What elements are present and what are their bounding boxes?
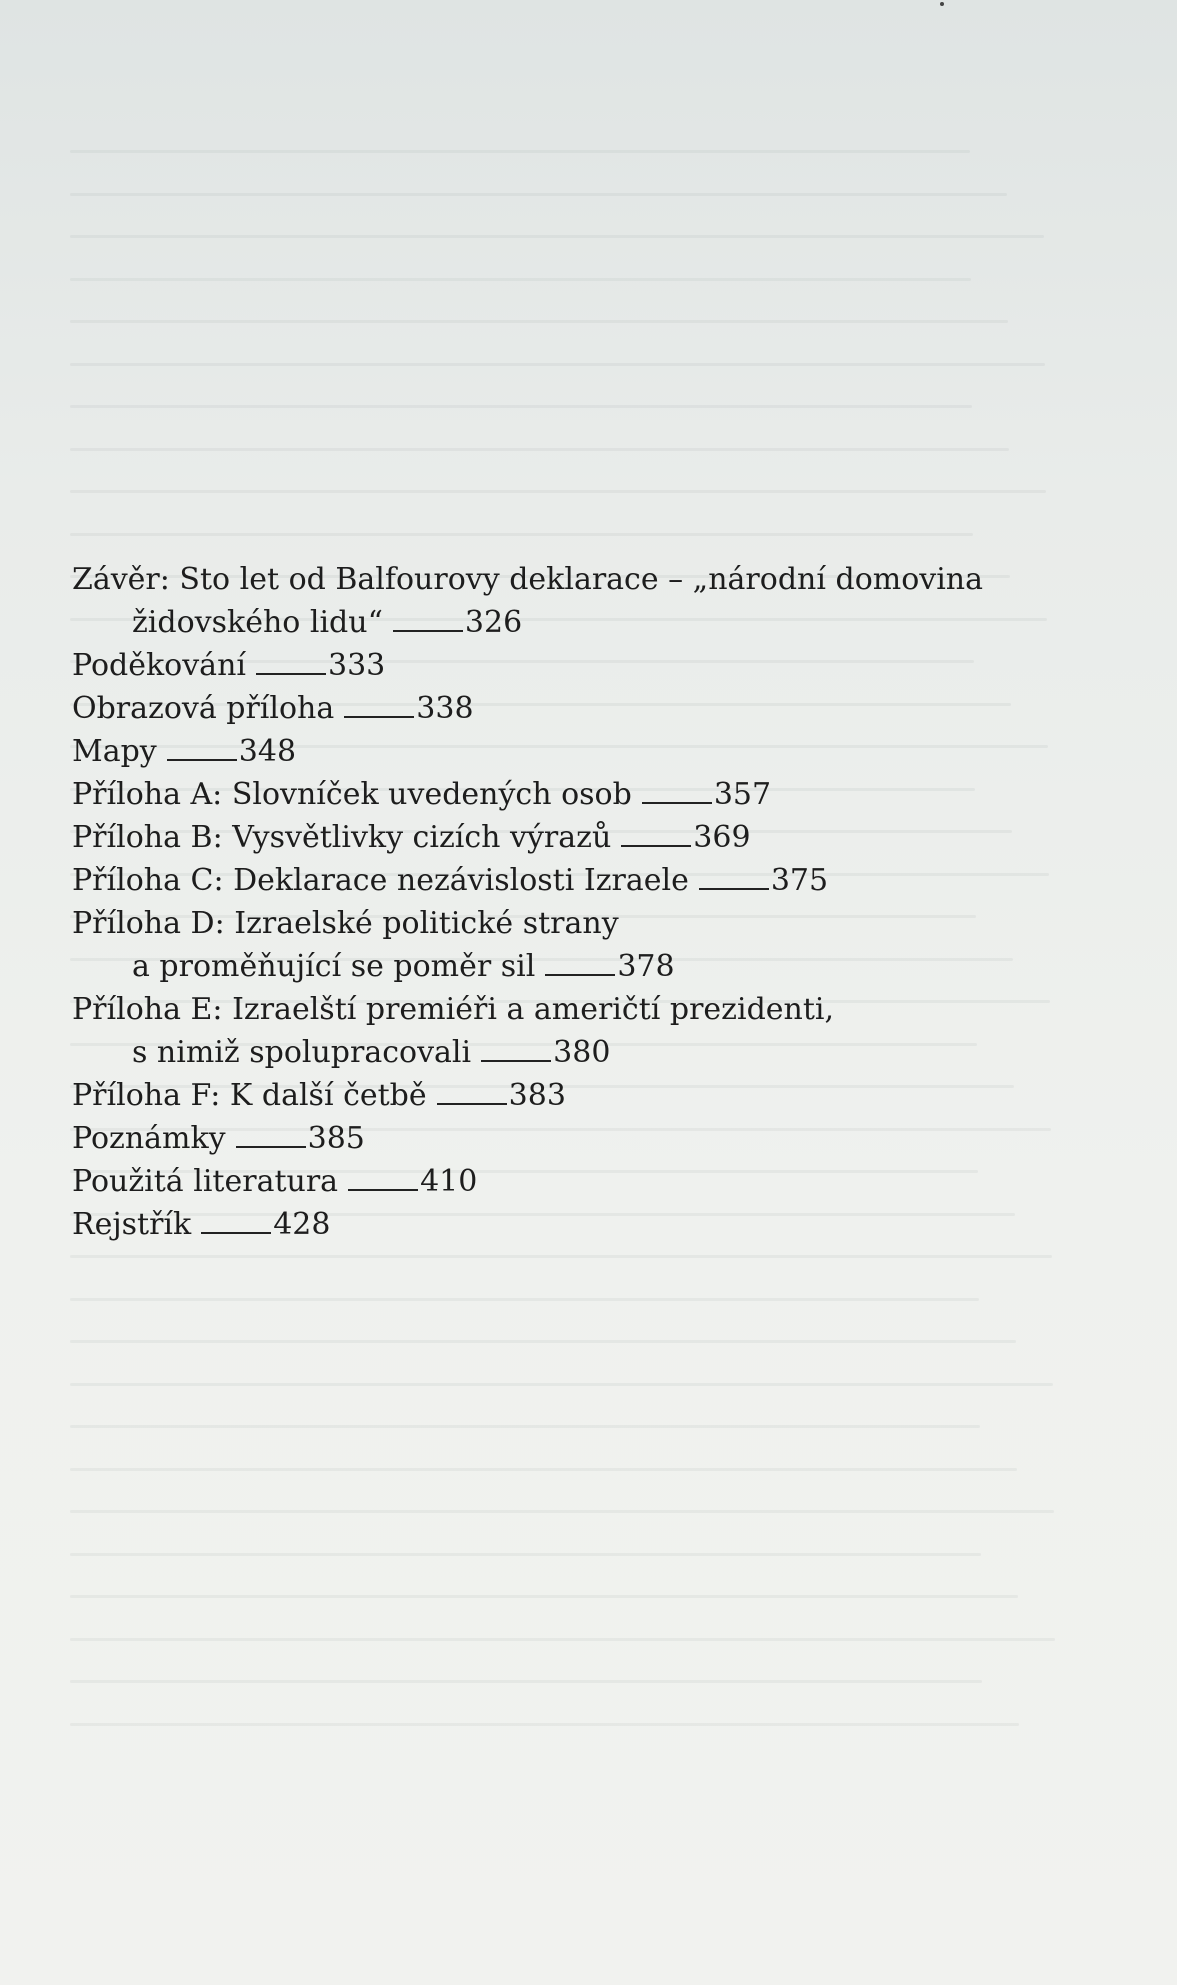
bleed-through-line: [70, 363, 1045, 366]
toc-page-number: 428: [273, 1207, 331, 1242]
bleed-through-line: [70, 533, 973, 536]
leader-line: [621, 845, 691, 847]
toc-entry-priloha-e-continuation: [72, 1031, 1072, 1074]
leader-line: [545, 974, 615, 976]
toc-page-number: 326: [464, 605, 523, 640]
leader-line: [201, 1232, 271, 1234]
bleed-through-line: [70, 1255, 1052, 1258]
toc-entry-priloha-e: [72, 988, 1072, 1031]
toc-entry-mapy: [72, 730, 1072, 773]
leader-line: [344, 716, 414, 718]
leader-line: [393, 630, 463, 632]
bleed-through-line: [70, 1383, 1053, 1386]
bleed-through-line: [70, 1468, 1017, 1471]
toc-entry-title: Závěr: Sto let od Balfourovy deklarace – „národní domovina: [72, 562, 984, 597]
bleed-through-line: [70, 1510, 1054, 1513]
toc-entry-zaver: [72, 558, 1072, 601]
toc-entry-title-continuation: židovského lidu“: [132, 605, 383, 640]
toc-entry-priloha-d: [72, 902, 1072, 945]
toc-entry-priloha-d-continuation: [72, 945, 1072, 988]
toc-entry-pouzita-literatura: [72, 1160, 1072, 1203]
toc-entry-title: Mapy: [72, 734, 157, 769]
toc-entry-title: Příloha F: K další četbě: [72, 1078, 427, 1113]
toc-entry-title: Použitá literatura: [72, 1164, 339, 1199]
dust-speck: [940, 2, 944, 6]
bleed-through-line: [70, 1680, 982, 1683]
bleed-through-line: [70, 1595, 1018, 1598]
toc-page-number: 378: [617, 949, 675, 984]
leader-line: [236, 1146, 306, 1148]
bleed-through-line: [70, 150, 970, 153]
toc-entry-title: Příloha E: Izraelští premiéři a američtí prezidenti,: [72, 992, 835, 1027]
toc-page-number: 348: [238, 734, 297, 769]
bleed-through-line: [70, 1638, 1055, 1641]
toc-page-number: 338: [416, 691, 474, 726]
toc-entry-title-continuation: s nimiž spolupracovali: [132, 1035, 472, 1070]
leader-line: [167, 759, 237, 761]
leader-line: [699, 888, 769, 890]
toc-entry-title: Poděkování: [72, 648, 246, 683]
bleed-through-line: [70, 490, 1046, 493]
toc-page-number: 333: [327, 648, 386, 683]
toc-page-number: 380: [553, 1035, 611, 1070]
leader-line: [642, 802, 712, 804]
bleed-through-line: [70, 1340, 1016, 1343]
bleed-through-line: [70, 1425, 980, 1428]
leader-line: [256, 673, 326, 675]
bleed-through-line: [70, 193, 1007, 196]
bleed-through-line: [70, 1723, 1019, 1726]
bleed-through-line: [70, 235, 1044, 238]
leader-line: [481, 1060, 551, 1062]
toc-entry-podekovani: [72, 644, 1072, 687]
toc-entry-title: Obrazová příloha: [72, 691, 335, 726]
toc-page-number: 385: [307, 1121, 365, 1156]
toc-entry-priloha-c: [72, 859, 1072, 902]
toc-entry-title-continuation: a proměňující se poměr sil: [132, 949, 536, 984]
toc-entry-title: Příloha C: Deklarace nezávislosti Izraele: [72, 863, 689, 898]
toc-entry-zaver-continuation: [72, 601, 1072, 644]
toc-entry-title: Příloha B: Vysvětlivky cizích výrazů: [72, 820, 612, 855]
bleed-through-line: [70, 405, 972, 408]
toc-entry-title: Poznámky: [72, 1121, 226, 1156]
table-of-contents: [72, 558, 1072, 1246]
bleed-through-line: [70, 320, 1008, 323]
toc-entry-priloha-b: [72, 816, 1072, 859]
toc-entry-priloha-a: [72, 773, 1072, 816]
toc-page-number: 357: [713, 777, 772, 812]
bleed-through-line: [70, 1298, 979, 1301]
toc-entry-title: Příloha D: Izraelské politické strany: [72, 906, 619, 941]
toc-page-number: 410: [420, 1164, 478, 1199]
toc-entry-obrazova-priloha: [72, 687, 1072, 730]
bleed-through-line: [70, 278, 971, 281]
toc-entry-priloha-f: [72, 1074, 1072, 1117]
toc-entry-title: Příloha A: Slovníček uvedených osob: [72, 777, 632, 812]
toc-page-number: 369: [693, 820, 751, 855]
toc-entry-rejstrik: [72, 1203, 1072, 1246]
toc-page-number: 383: [508, 1078, 566, 1113]
toc-entry-poznamky: [72, 1117, 1072, 1160]
bleed-through-line: [70, 448, 1009, 451]
bleed-through-line: [70, 1553, 981, 1556]
leader-line: [348, 1189, 418, 1191]
toc-page-number: 375: [770, 863, 829, 898]
toc-entry-title: Rejstřík: [72, 1207, 192, 1242]
leader-line: [437, 1103, 507, 1105]
